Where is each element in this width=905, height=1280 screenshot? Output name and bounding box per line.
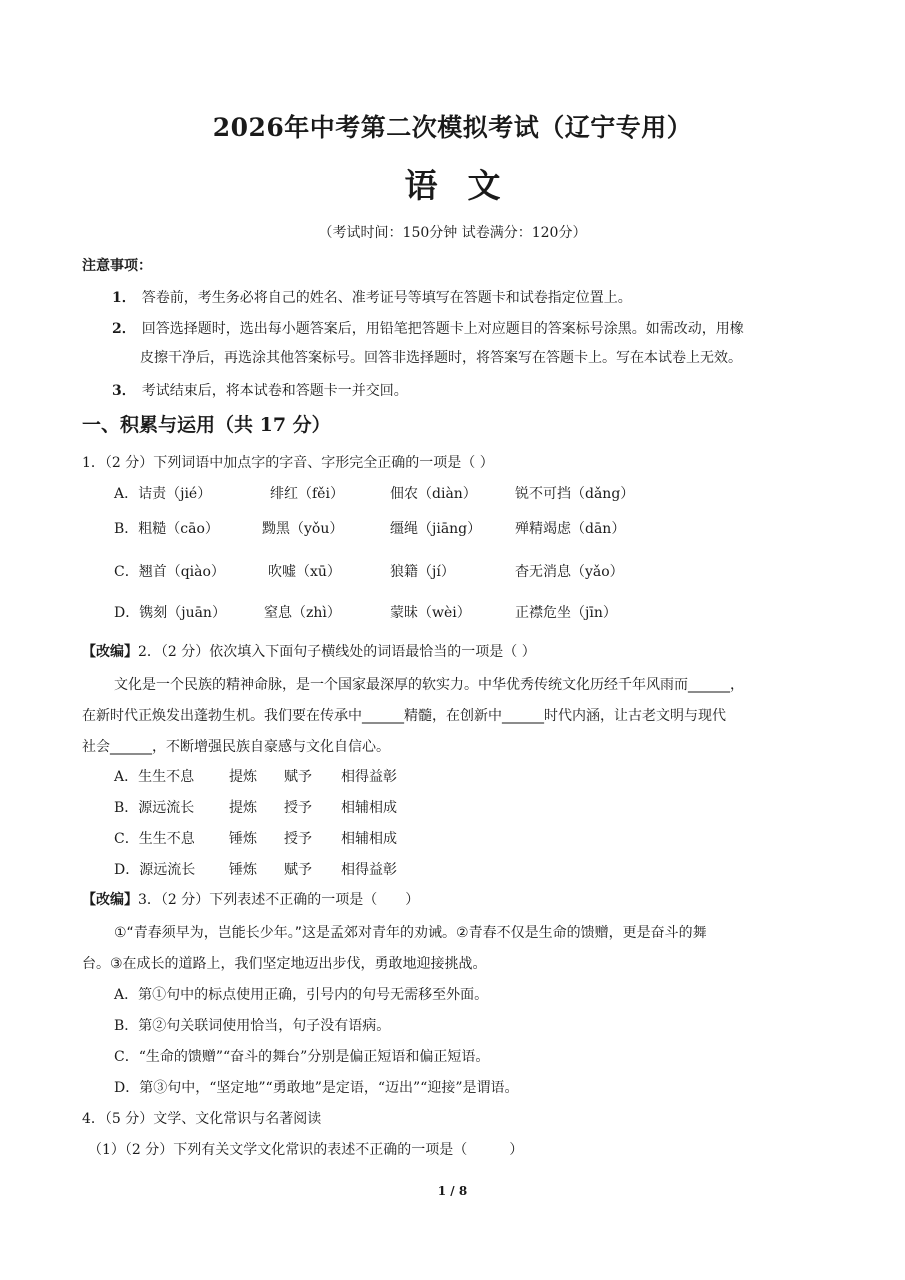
q1-option-cell: 吹嘘（xū）: [268, 564, 341, 580]
adapted-tag: 【改编】: [82, 644, 138, 660]
q1-option-cell: D．镌刻（juān）: [114, 605, 226, 621]
passage-line: 在新时代正焕发出蓬勃生机。我们要在传承中______精髓，在创新中______时代内涵，让古老文明与现代: [82, 708, 726, 724]
adapted-tag: 【改编】: [82, 892, 138, 908]
subject-title: 语文: [404, 166, 531, 205]
page-number: 1 / 8: [437, 1184, 468, 1198]
q1-option-cell: 锐不可挡（dǎng）: [515, 486, 635, 502]
notice-text: 答卷前，考生务必将自己的姓名、准考证号等填写在答题卡和试卷指定位置上。: [141, 290, 632, 306]
question-4-stem: 4．（5 分）文学、文化常识与名著阅读: [82, 1111, 322, 1127]
page-title: 2026年中考第二次模拟考试（辽宁专用）: [212, 113, 693, 142]
question-3-stem: [82, 889, 419, 909]
notice-item: [112, 287, 632, 307]
q1-option-cell: 蒙昧（wèi）: [390, 605, 471, 621]
q1-option-cell: 殚精竭虑（dān）: [515, 521, 626, 537]
notice-text: 考试结束后，将本试卷和答题卡一并交回。: [141, 383, 408, 399]
notice-number: 3．: [112, 383, 136, 399]
q2-option-cell: A．生生不息: [114, 769, 195, 785]
q1-option-cell: 黝黑（yǒu）: [262, 521, 344, 537]
q2-option-cell: B．源远流长: [114, 800, 195, 816]
notice-number: 1．: [112, 290, 136, 306]
question-text: 3．（2 分）下列表述不正确的一项是（ ）: [138, 892, 420, 908]
notice-number: 2．: [112, 321, 136, 337]
q2-option-cell: 授予: [284, 831, 312, 847]
q2-option-cell: 赋予: [284, 769, 312, 785]
q3-option: A．第①句中的标点使用正确，引号内的句号无需移至外面。: [114, 987, 489, 1003]
q1-option-cell: 狼籍（jí）: [390, 564, 455, 580]
notice-text: 回答选择题时，选出每小题答案后，用铅笔把答题卡上对应题目的答案标号涂黑。如需改动，用橡: [141, 321, 744, 337]
question-text: 2．（2 分）依次填入下面句子横线处的词语最恰当的一项是（ ）: [138, 644, 536, 660]
q3-option: B．第②句关联词使用恰当，句子没有语病。: [114, 1018, 391, 1034]
q2-option-cell: 授予: [284, 800, 312, 816]
q2-option-cell: 相辅相成: [341, 831, 397, 847]
q1-option-cell: B．粗糙（cāo）: [114, 521, 219, 537]
q2-option-cell: 相得益彰: [341, 862, 397, 878]
q1-option-cell: 正襟危坐（jīn）: [515, 605, 617, 621]
q2-option-cell: 相得益彰: [341, 769, 397, 785]
q2-option-cell: C．生生不息: [114, 831, 195, 847]
exam-time-info: （考试时间：150分钟 试卷满分：120分）: [318, 225, 587, 241]
q2-option-cell: D．源远流长: [114, 862, 196, 878]
passage-line: 社会______，不断增强民族自豪感与文化自信心。: [82, 739, 390, 755]
q2-option-cell: 相辅相成: [341, 800, 397, 816]
notice-text-continued: 皮擦干净后，再选涂其他答案标号。回答非选择题时，将答案写在答题卡上。写在本试卷上无效。: [140, 350, 742, 366]
q1-option-cell: C．翘首（qiào）: [114, 564, 225, 580]
passage-line: ①“青春须早为，岂能长少年。”这是孟郊对青年的劝诫。②青春不仅是生命的馈赠，更是奋斗的舞: [114, 925, 707, 941]
q2-option-cell: 提炼: [229, 800, 257, 816]
q2-option-cell: 锤炼: [229, 862, 257, 878]
notice-item: [112, 318, 744, 338]
q3-option: D．第③句中，“坚定地”“勇敢地”是定语，“迈出”“迎接”是谓语。: [114, 1080, 519, 1096]
q1-option-cell: 佃农（diàn）: [390, 486, 477, 502]
q1-option-cell: 缰绳（jiāng）: [390, 521, 482, 537]
q1-option-cell: 绯红（fěi）: [270, 486, 344, 502]
passage-line: 文化是一个民族的精神命脉，是一个国家最深厚的软实力。中华优秀传统文化历经千年风雨而______，: [114, 677, 744, 693]
question-2-stem: [82, 641, 536, 661]
q2-option-cell: 赋予: [284, 862, 312, 878]
q1-option-cell: 窒息（zhì）: [264, 605, 341, 621]
q3-option: C．“生命的馈赠”“奋斗的舞台”分别是偏正短语和偏正短语。: [114, 1049, 490, 1065]
notice-item: [112, 380, 408, 400]
q1-option-cell: 杳无消息（yǎo）: [515, 564, 624, 580]
passage-line: 台。③在成长的道路上，我们坚定地迈出步伐，勇敢地迎接挑战。: [82, 956, 487, 972]
q1-option-cell: A．诘责（jié）: [114, 486, 212, 502]
q2-option-cell: 锤炼: [229, 831, 257, 847]
notice-heading: 注意事项：: [82, 258, 152, 274]
question-1-stem: 1．（2 分）下列词语中加点字的字音、字形完全正确的一项是（ ）: [82, 455, 494, 471]
q2-option-cell: 提炼: [229, 769, 257, 785]
question-4-sub1: （1）（2 分）下列有关文学文化常识的表述不正确的一项是（ ）: [88, 1142, 524, 1158]
section-heading: 一、积累与运用（共 17 分）: [82, 414, 331, 436]
